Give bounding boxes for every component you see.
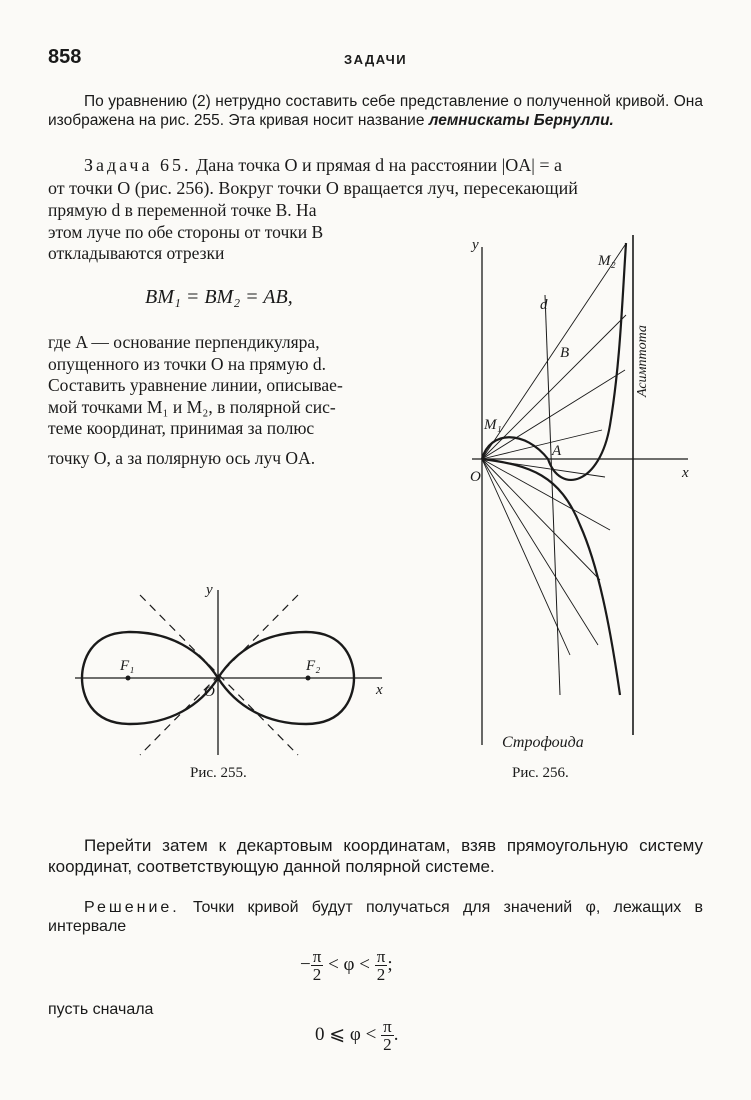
ineq2-den: 2	[383, 1035, 392, 1054]
fig256-b-label: B	[560, 345, 570, 361]
task-col-line: Составить уравнение линии, описывае-	[48, 375, 343, 395]
ineq1-minus: −	[300, 953, 311, 975]
ineq2-end: .	[393, 1023, 399, 1045]
task-line1: Дана точка O и прямая d на расстоянии |OA| = a	[191, 155, 563, 175]
task-col-line: точку O, а за полярную ось луч OA.	[48, 447, 316, 468]
fig256-origin-label: O	[470, 469, 481, 485]
pi-over-2-fraction	[381, 1018, 394, 1053]
task-col-line: прямую d в переменной точке B. На	[48, 200, 317, 220]
strophoid-label: Строфоида	[502, 734, 584, 751]
transition-paragraph: Перейти затем к декартовым координатам, взяв прямоугольную систему координат, соответствующую данной полярной системе.	[48, 836, 703, 876]
page-number: 858	[48, 46, 82, 68]
inequality-1	[300, 948, 393, 983]
ineq2-num: π	[383, 1017, 392, 1036]
solution-paragraph	[48, 898, 703, 936]
asymptote-label: Асимптота	[635, 325, 650, 397]
fig256-m1-label: M₁	[484, 417, 502, 433]
ineq2-left: 0 ⩽ φ <	[315, 1023, 382, 1045]
ineq1-num-2: π	[376, 947, 386, 966]
fig255-f2-label: F₂	[306, 658, 321, 674]
pi-over-2-fraction	[311, 948, 324, 983]
let-first-text: пусть сначала	[48, 1001, 154, 1018]
task-col-line: опущенного из точки O на прямую d.	[48, 353, 326, 374]
ineq1-num: π	[312, 947, 322, 966]
task-col-line: мой точками M₁ и M₂, в полярной сис-	[48, 396, 336, 417]
fig255-origin-label: O	[204, 684, 215, 700]
ineq1-end: ;	[387, 953, 393, 975]
fig255-y-label: y	[206, 582, 213, 598]
task-heading	[48, 155, 708, 176]
fig256-x-label: x	[682, 465, 689, 481]
intro-paragraph	[48, 92, 703, 130]
ineq1-mid: < φ <	[323, 953, 375, 975]
ineq1-den-2: 2	[376, 965, 386, 984]
pi-over-2-fraction	[375, 948, 388, 983]
task-col-line: где A — основание перпендикуляра,	[48, 332, 320, 352]
task-col-line: этом луче по обе стороны от точки B	[48, 221, 324, 242]
focus-f1-dot	[126, 676, 131, 681]
solution-text: Точки кривой будут получаться для значений φ, лежащих в интервале	[48, 899, 703, 935]
figure-255-lemniscate	[70, 580, 400, 760]
inequality-2	[315, 1018, 398, 1053]
intro-text: По уравнению (2) нетрудно составить себе представление о полученной кривой. Она изображена на рис. 255. Эта кривая носит название	[48, 93, 703, 129]
fig256-y-label: y	[472, 237, 479, 253]
figure-255-caption: Рис. 255.	[190, 765, 247, 781]
task-col-line: теме координат, принимая за полюс	[48, 418, 315, 438]
task-label: Задача 65.	[84, 155, 192, 175]
ineq1-den: 2	[312, 965, 322, 984]
segments-formula: BM₁ = BM₂ = AB,	[145, 286, 293, 308]
fig255-f1-label: F₁	[120, 658, 135, 674]
focus-f2-dot	[306, 676, 311, 681]
solution-label: Решение.	[84, 899, 180, 916]
fig256-d-label: d	[540, 297, 548, 313]
lemniscate-term: лемнискаты Бернулли.	[428, 112, 614, 129]
figure-256-strophoid	[450, 225, 720, 765]
fig256-m2-label: M₂	[598, 253, 616, 269]
task-column-2	[48, 332, 416, 469]
running-title: ЗАДАЧИ	[344, 52, 408, 67]
fig255-x-label: x	[376, 682, 383, 698]
fig256-a-label: A	[552, 443, 562, 459]
task-col-line: откладываются отрезки	[48, 243, 225, 263]
figure-256-caption: Рис. 256.	[512, 765, 569, 781]
task-line2: от точки O (рис. 256). Вокруг точки O вращается луч, пересекающий	[48, 178, 578, 198]
task-column-1	[48, 200, 416, 265]
strophoid-lower	[482, 459, 620, 695]
